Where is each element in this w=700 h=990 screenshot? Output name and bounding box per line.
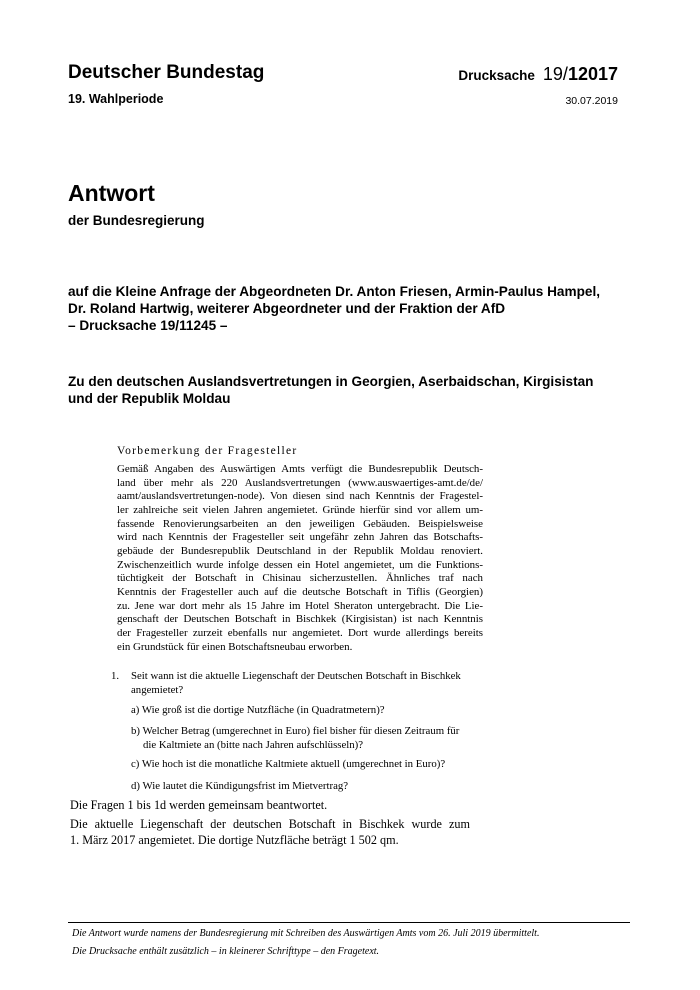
preliminary-line: zu. Jene war dort mehr als 15 Jahre im Hotel Sheraton untergebracht. Die Lie-	[117, 599, 483, 612]
topic-line: und der Republik Moldau	[68, 391, 231, 406]
footer-note: Die Drucksache enthält zusätzlich – in kleinerer Schrifttype – den Fragetext.	[72, 946, 380, 957]
preliminary-line: ein Grundstück für einen Botschaftsneubau erworben.	[117, 640, 353, 653]
question-number: 1.	[111, 670, 120, 682]
subquestion-c: c) Wie hoch ist die monatliche Kaltmiete aktuell (umgerechnet in Euro)?	[131, 758, 446, 770]
document-type: Antwort	[68, 180, 155, 206]
preliminary-heading: Vorbemerkung der Fragesteller	[117, 445, 298, 457]
document-subtitle: der Bundesregierung	[68, 213, 205, 228]
answer-line: Die aktuelle Liegenschaft der deutschen Botschaft in Bischkek wurde zum	[70, 817, 470, 831]
answer-text	[70, 817, 470, 848]
subquestion-b-line: die Kaltmiete an (bitte nach Jahren aufschlüsseln)?	[143, 739, 364, 751]
anfrage-reference	[68, 283, 638, 334]
preliminary-line: Kenntnis der Fragesteller auch auf die deutsche Botschaft in Tiflis (Georgien)	[117, 585, 483, 598]
answer-line: 1. März 2017 angemietet. Die dortige Nutzfläche beträgt 1 502 qm.	[70, 832, 399, 847]
question-text: Seit wann ist die aktuelle Liegenschaft der Deutschen Botschaft in Bischkek angemietet?	[131, 670, 461, 696]
preliminary-line: genschaft der Deutschen Botschaft in Bischkek (Kirgisistan) ist nach Kenntnis	[117, 613, 483, 626]
subquestion-b	[131, 724, 491, 752]
preliminary-line: wird nach Kenntnis der Fragesteller seit ungefähr zehn Jahren das Botschafts-	[117, 531, 483, 544]
drucksache-prefix: 19/	[542, 64, 568, 84]
topic-title	[68, 373, 638, 407]
preliminary-line: gebäude der Bundesrepublik Deutschland in der Republik Moldau renoviert.	[117, 544, 483, 557]
topic-line: Zu den deutschen Auslandsvertretungen in Georgien, Aserbaidschan, Kirgisistan	[68, 374, 594, 389]
drucksache-main: 12017	[567, 64, 618, 84]
anfrage-line: auf die Kleine Anfrage der Abgeordneten Dr. Anton Friesen, Armin-Paulus Hampel,	[68, 284, 601, 299]
drucksache-label: Drucksache	[458, 68, 535, 83]
preliminary-line: land über mehr als 220 Auslandsvertretungen (www.auswaertiges-amt.de/de/	[117, 476, 483, 489]
electoral-period: 19. Wahlperiode	[68, 92, 164, 106]
subquestion-d: d) Wie lautet die Kündigungsfrist im Mietvertrag?	[131, 780, 349, 792]
subquestion-b-line: b) Welcher Betrag (umgerechnet in Euro) fiel bisher für diesen Zeitraum für	[131, 725, 460, 737]
preliminary-line: aamt/auslandsvertretungen-node). Von diesen sind nach Kenntnis der Fragestel-	[117, 490, 483, 503]
preliminary-line: tüchtigkeit der Botschaft in Chisinau sicherzustellen. Ähnliches traf nach	[117, 572, 483, 585]
preliminary-line: Gemäß Angaben des Auswärtigen Amts verfügt die Bundesrepublik Deutsch-	[117, 463, 483, 475]
anfrage-line: Dr. Roland Hartwig, weiterer Abgeordneter und der Fraktion der AfD	[68, 301, 506, 316]
preliminary-line: der Fragesteller zurzeit ebenfalls nur angemietet. Dort wurde allerdings bereits	[117, 626, 483, 639]
preliminary-line: ler zahlreiche seit vielen Jahren angemietet. Gründe hierfür sind vor allem um-	[117, 503, 483, 516]
anfrage-line: – Drucksache 19/11245 –	[68, 318, 228, 333]
footer-note: Die Antwort wurde namens der Bundesregierung mit Schreiben des Auswärtigen Amts vom 26. Juli 2019 übermittelt.	[72, 928, 540, 939]
preliminary-line: fassende Renovierungsarbeiten an den jeweiligen Gebäuden. Beispielsweise	[117, 517, 483, 530]
answer-intro: Die Fragen 1 bis 1d werden gemeinsam beantwortet.	[70, 798, 328, 812]
institution-name: Deutscher Bundestag	[68, 62, 265, 83]
drucksache-number	[458, 64, 618, 85]
preliminary-text	[117, 463, 483, 654]
subquestion-a: a) Wie groß ist die dortige Nutzfläche (in Quadratmetern)?	[131, 704, 385, 716]
document-date: 30.07.2019	[565, 95, 618, 107]
preliminary-line: Zwischenzeitlich wurde infolge dessen ein Hotel angemietet, um die Funktions-	[117, 558, 483, 571]
footer-divider	[68, 922, 630, 923]
